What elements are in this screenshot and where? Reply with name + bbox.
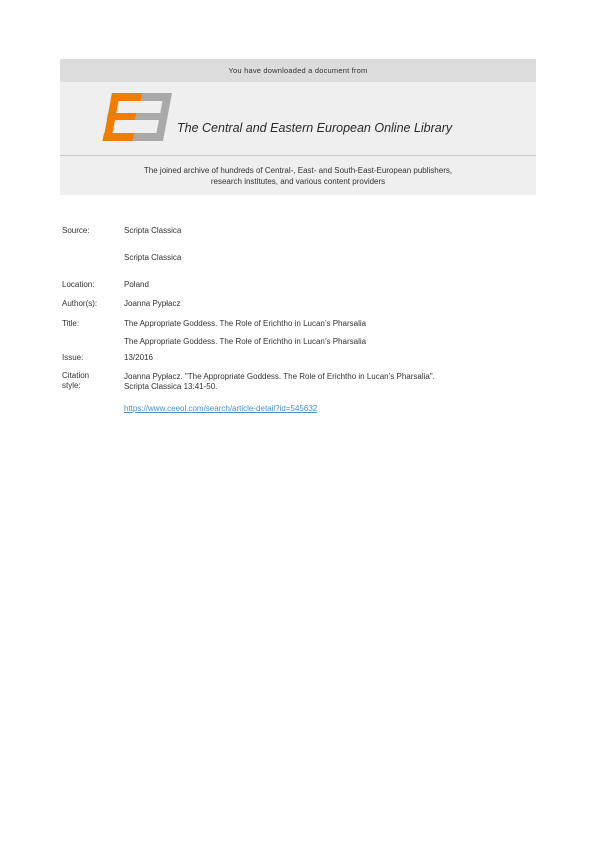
title-value-secondary: The Appropriate Goddess. The Role of Erichtho in Lucan’s Pharsalia — [124, 337, 367, 346]
authors-value: Joanna Pypłacz — [124, 299, 181, 308]
source-label: Source: — [62, 226, 90, 235]
citation-line: Scripta Classica 13:41-50. — [124, 382, 218, 391]
title-label: Title: — [62, 319, 80, 328]
library-name: The Central and Eastern European Online Library — [177, 121, 453, 135]
title-value: The Appropriate Goddess. The Role of Erichtho in Lucan’s Pharsalia — [124, 319, 367, 328]
article-link[interactable]: https://www.ceeol.com/search/article-detail?id=545632 — [124, 404, 318, 413]
citation-value — [124, 372, 435, 392]
citation-label-line: style: — [62, 381, 81, 390]
archive-description-line: research institutes, and various content providers — [210, 177, 386, 186]
ceeol-logo-icon — [102, 93, 174, 141]
archive-description — [60, 165, 536, 187]
issue-label: Issue: — [62, 353, 84, 362]
citation-line: Joanna Pypłacz. "The Appropriate Goddess. The Role of Erichtho in Lucan’s Pharsalia". — [124, 372, 435, 381]
download-notice: You have downloaded a document from — [60, 59, 536, 82]
location-label: Location: — [62, 280, 95, 289]
ceeol-banner — [60, 59, 536, 195]
banner-divider — [60, 155, 536, 156]
citation-label — [62, 371, 89, 391]
source-value-secondary: Scripta Classica — [124, 253, 182, 262]
location-value: Poland — [124, 280, 149, 289]
issue-value: 13/2016 — [124, 353, 153, 362]
source-value: Scripta Classica — [124, 226, 182, 235]
citation-label-line: Citation — [62, 371, 90, 380]
archive-description-line: The joined archive of hundreds of Central-, East- and South-East-European publishers, — [143, 166, 453, 175]
authors-label: Author(s): — [62, 299, 98, 308]
